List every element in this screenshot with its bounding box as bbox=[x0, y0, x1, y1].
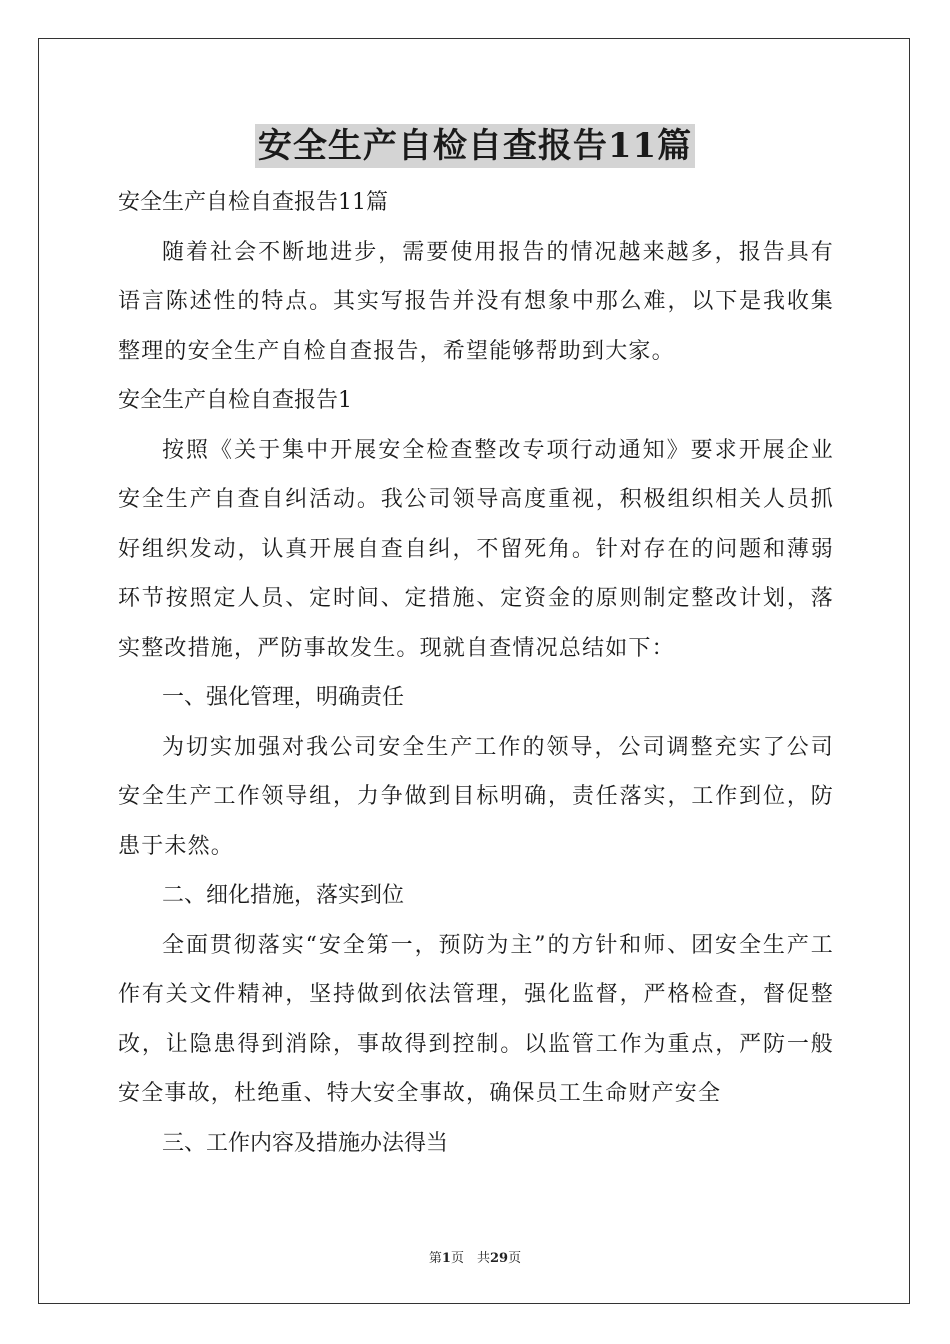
page-footer bbox=[0, 1247, 950, 1266]
document-body bbox=[118, 178, 834, 1168]
intro-paragraph: 随着社会不断地进步，需要使用报告的情况越来越多，报告具有语言陈述性的特点。其实写报告并没有想象中那么难，以下是我收集整理的安全生产自检自查报告，希望能够帮助到大家。 bbox=[118, 239, 834, 364]
section-heading: 安全生产自检自查报告1 bbox=[118, 388, 352, 413]
footer-prefix: 第 bbox=[428, 1251, 442, 1266]
paragraph-2: 全面贯彻落实“安全第一，预防为主”的方针和师、团安全生产工作有关文件精神，坚持做到依法管理，强化监督，严格检查，督促整改，让隐患得到消除，事故得到控制。以监管工作为重点，严防一般安全事故，杜绝重、特大安全事故，确保员工生命财产安全 bbox=[118, 932, 834, 1106]
subheading-2: 二、细化措施，落实到位 bbox=[162, 883, 405, 908]
footer-suffix: 页 bbox=[508, 1251, 522, 1266]
document-title: 安全生产自检自查报告11篇 bbox=[255, 124, 695, 168]
title-container bbox=[0, 124, 950, 168]
footer-total-pages: 29 bbox=[489, 1251, 509, 1266]
footer-middle: 页 共 bbox=[450, 1251, 490, 1266]
section-paragraph: 按照《关于集中开展安全检查整改专项行动通知》要求开展企业安全生产自查自纠活动。我公司领导高度重视，积极组织相关人员抓好组织发动，认真开展自查自纠，不留死角。针对存在的问题和薄弱环节按照定人员、定时间、定措施、定资金的原则制定整改计划，落实整改措施，严防事故发生。现就自查情况总结如下： bbox=[118, 437, 834, 661]
footer-page-number: 1 bbox=[441, 1251, 451, 1266]
subheading-3: 三、工作内容及措施办法得当 bbox=[162, 1130, 449, 1156]
document-subtitle: 安全生产自检自查报告11篇 bbox=[118, 190, 388, 215]
paragraph-1: 为切实加强对我公司安全生产工作的领导，公司调整充实了公司安全生产工作领导组，力争做到目标明确，责任落实，工作到位，防患于未然。 bbox=[118, 734, 834, 859]
subheading-1: 一、强化管理，明确责任 bbox=[162, 685, 405, 710]
